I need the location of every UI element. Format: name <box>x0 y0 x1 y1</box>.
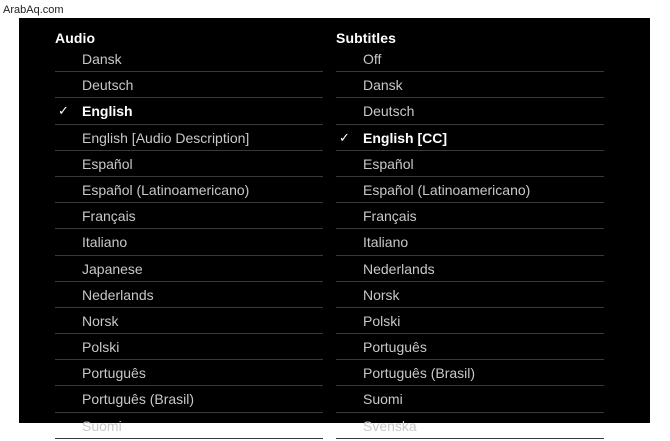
audio-option-label: Norsk <box>82 312 119 329</box>
audio-option-label: Français <box>82 208 136 225</box>
subtitle-option[interactable] <box>336 308 604 334</box>
subtitle-option[interactable] <box>336 203 604 229</box>
audio-option[interactable] <box>55 256 323 282</box>
audio-option[interactable] <box>55 151 323 177</box>
subtitle-option[interactable] <box>336 177 604 203</box>
audio-option-label: Polski <box>82 339 120 356</box>
check-icon: ✓ <box>339 129 350 145</box>
subtitle-option-label: Polski <box>363 312 401 329</box>
audio-option[interactable] <box>55 177 323 203</box>
subtitle-option[interactable] <box>336 72 604 98</box>
audio-option[interactable] <box>55 229 323 255</box>
subtitle-option-label: Português <box>363 339 427 356</box>
subtitle-option-label: Norsk <box>363 286 400 303</box>
subtitle-option-label: Français <box>363 208 417 225</box>
subtitle-option[interactable] <box>336 98 604 124</box>
check-icon: ✓ <box>58 103 69 119</box>
audio-option-label: Deutsch <box>82 77 134 94</box>
subtitle-option-label: English [CC] <box>363 129 447 146</box>
audio-option[interactable] <box>55 72 323 98</box>
audio-option[interactable] <box>55 46 323 72</box>
audio-option-label: Japanese <box>82 260 143 277</box>
subtitle-option-label: Español (Latinoamericano) <box>363 181 531 198</box>
audio-option-label: Português (Brasil) <box>82 391 195 408</box>
subtitle-option-label: Italiano <box>363 234 409 251</box>
audio-option[interactable] <box>55 386 323 412</box>
audio-option[interactable] <box>55 308 323 334</box>
audio-list <box>55 46 323 439</box>
audio-option[interactable] <box>55 203 323 229</box>
audio-option-label: Suomi <box>82 417 122 434</box>
subtitles-list <box>336 46 604 439</box>
subtitle-option[interactable] <box>336 46 604 72</box>
audio-option-label: Nederlands <box>82 286 154 303</box>
subtitle-option-label: Suomi <box>363 391 403 408</box>
subtitles-header: Subtitles <box>336 30 397 46</box>
subtitle-option-label: Nederlands <box>363 260 435 277</box>
watermark: ArabAq.com <box>3 4 64 16</box>
subtitle-option-label: Português (Brasil) <box>363 365 476 382</box>
subtitle-option[interactable] <box>336 229 604 255</box>
subtitle-option[interactable] <box>336 334 604 360</box>
audio-subtitles-panel <box>19 18 650 434</box>
audio-option[interactable] <box>55 360 323 386</box>
subtitle-option[interactable] <box>336 282 604 308</box>
audio-option-label: English <box>82 103 133 120</box>
audio-option[interactable] <box>55 334 323 360</box>
audio-option-label: Español <box>82 155 133 172</box>
audio-option-label: Español (Latinoamericano) <box>82 181 250 198</box>
audio-option-label: English [Audio Description] <box>82 129 250 146</box>
audio-option[interactable] <box>55 125 323 151</box>
audio-header: Audio <box>55 30 96 46</box>
audio-option-label: Português <box>82 365 146 382</box>
subtitle-option[interactable] <box>336 125 604 151</box>
subtitle-option-label: Español <box>363 155 414 172</box>
subtitle-option[interactable] <box>336 386 604 412</box>
subtitle-option-label: Dansk <box>363 77 403 94</box>
audio-option[interactable] <box>55 413 323 439</box>
subtitle-option-label: Deutsch <box>363 103 415 120</box>
audio-option-label: Italiano <box>82 234 128 251</box>
subtitle-option[interactable] <box>336 360 604 386</box>
subtitle-option[interactable] <box>336 413 604 439</box>
audio-option[interactable] <box>55 282 323 308</box>
subtitle-option[interactable] <box>336 256 604 282</box>
subtitle-option-label: Off <box>363 51 382 67</box>
subtitle-option[interactable] <box>336 151 604 177</box>
audio-option-label: Dansk <box>82 51 122 67</box>
subtitle-option-label: Svenska <box>363 417 417 434</box>
audio-option[interactable] <box>55 98 323 124</box>
